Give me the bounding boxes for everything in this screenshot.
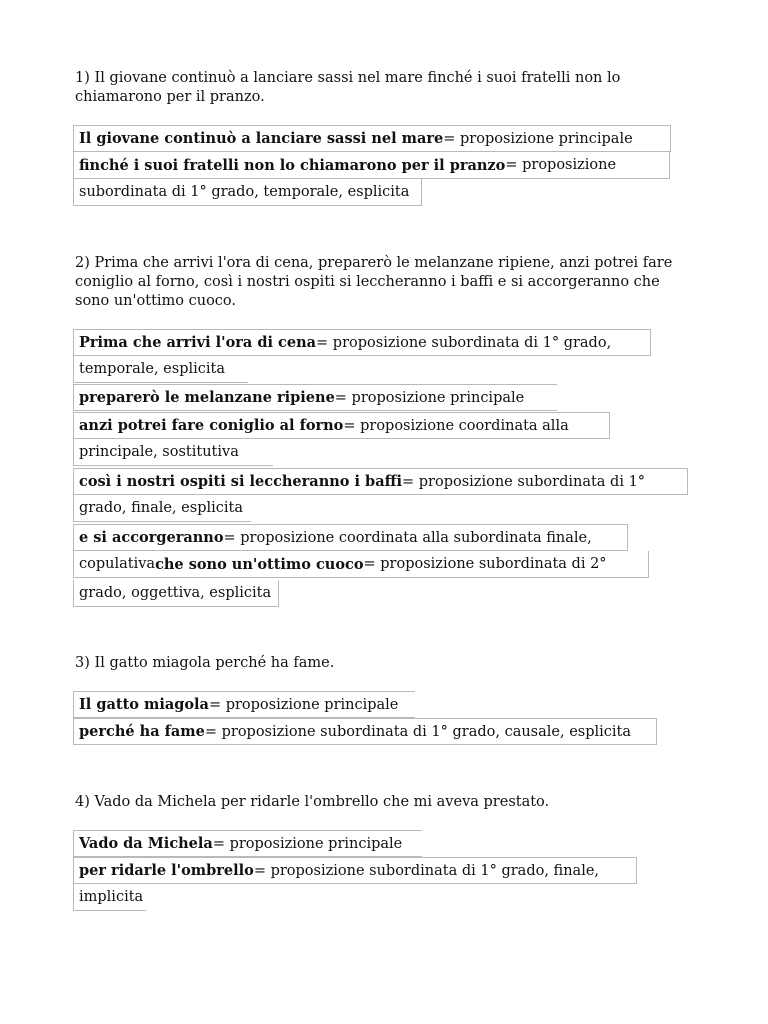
clause-text: Il giovane continuò a lanciare sassi nel mare <box>79 130 444 147</box>
clause-text: per ridarle l'ombrello <box>79 862 254 879</box>
clause-analysis: = proposizione principale <box>208 696 399 713</box>
clause-analysis: = proposizione <box>505 157 617 173</box>
clause-text: così i nostri ospiti si leccheranno i baffi <box>79 473 403 490</box>
analysis-row <box>73 152 670 179</box>
analysis-row <box>73 329 651 356</box>
analysis-row <box>73 495 251 522</box>
analysis-row <box>73 551 649 578</box>
clause-text: perché ha fame <box>79 723 205 740</box>
clause-analysis: subordinata di 1° grado, temporale, esplicita <box>79 184 410 200</box>
clause-analysis: = proposizione subordinata di 1° grado, <box>316 334 612 351</box>
analysis-row <box>73 412 610 439</box>
clause-text: Il gatto miagola <box>79 696 209 713</box>
analysis-row <box>73 468 688 495</box>
analysis-row <box>73 524 628 551</box>
clause-analysis: = proposizione principale <box>334 389 525 406</box>
exercise-2-sentence: 2) Prima che arrivi l'ora di cena, preparerò le melanzane ripiene, anzi potrei fare coniglio al forno, così i nostri ospiti si leccheranno i baffi e si accorgeranno che sono un'ottimo cuoco. <box>75 255 673 309</box>
analysis-row <box>73 857 637 884</box>
clause-analysis: principale, sostitutiva <box>79 444 239 460</box>
clause-analysis-prefix: copulativa <box>79 556 156 572</box>
clause-text: e si accorgeranno <box>79 529 224 546</box>
clause-analysis: = proposizione coordinata alla subordinata finale, <box>223 529 592 546</box>
analysis-row <box>73 691 415 718</box>
clause-analysis: = proposizione principale <box>443 130 633 147</box>
clause-text: preparerò le melanzane ripiene <box>79 389 335 406</box>
clause-text: anzi potrei fare coniglio al forno <box>79 417 344 434</box>
clause-text: Prima che arrivi l'ora di cena <box>79 334 317 351</box>
analysis-row <box>73 384 557 411</box>
clause-analysis: grado, oggettiva, esplicita <box>79 585 272 601</box>
clause-analysis: grado, finale, esplicita <box>79 500 243 516</box>
analysis-row <box>73 830 422 857</box>
exercise-4-sentence: 4) Vado da Michela per ridarle l'ombrello che mi aveva prestato. <box>75 794 550 810</box>
clause-analysis: = proposizione subordinata di 1° <box>402 473 646 490</box>
clause-analysis: = proposizione subordinata di 1° grado, finale, <box>253 862 600 879</box>
analysis-row <box>73 356 248 383</box>
analysis-row <box>73 718 657 745</box>
clause-text: finché i suoi fratelli non lo chiamarono per il pranzo <box>79 156 506 174</box>
analysis-row <box>73 125 671 152</box>
clause-analysis: = proposizione subordinata di 1° grado, causale, esplicita <box>204 723 632 740</box>
clause-analysis: = proposizione subordinata di 2° <box>363 556 607 572</box>
analysis-row <box>73 580 279 607</box>
analysis-row <box>73 179 422 206</box>
exercise-1-sentence: 1) Il giovane continuò a lanciare sassi nel mare finché i suoi fratelli non lo chiamarono per il pranzo. <box>75 70 621 105</box>
analysis-row <box>73 439 273 466</box>
exercise-3-sentence: 3) Il gatto miagola perché ha fame. <box>75 655 335 671</box>
clause-text: Vado da Michela <box>79 835 213 852</box>
analysis-row <box>73 884 146 911</box>
clause-analysis: implicita <box>79 889 144 905</box>
clause-analysis: temporale, esplicita <box>79 361 225 377</box>
clause-text: che sono un'ottimo cuoco <box>155 555 364 573</box>
clause-analysis: = proposizione coordinata alla <box>343 417 569 434</box>
clause-analysis: = proposizione principale <box>212 835 403 852</box>
